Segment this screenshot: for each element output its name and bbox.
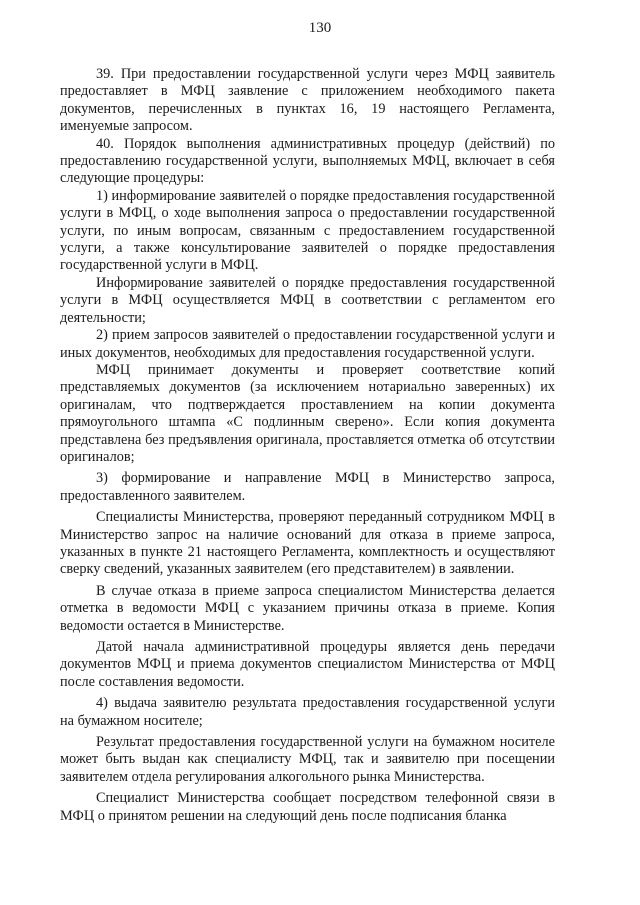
page-number: 130 [308, 20, 332, 36]
procedure-1: 1) информирование заявителей о порядке предоставления государственной услуги в МФЦ, о ходе выполнения запроса о предоставлении государственной услуги, по иным вопросам, связанным с предоставлением государственной услуги, а также консультирование заявителей о порядке предоставления государственной услуги в МФЦ. [60, 187, 555, 274]
paragraph-40: 40. Порядок выполнения административных процедур (действий) по предоставлению государственной услуги, выполняемых МФЦ, включает в себя следующие процедуры: [60, 135, 555, 187]
procedure-3-refusal: В случае отказа в приеме запроса специалистом Министерства делается отметка в ведомости МФЦ с указанием причины отказа в приеме. Копия ведомости остается в Министерстве. [60, 582, 555, 634]
procedure-4-notification: Специалист Министерства сообщает посредством телефонной связи в МФЦ о принятом решении на следующий день после подписания бланка [60, 790, 555, 824]
procedure-3-check: Специалисты Министерства, проверяют переданный сотрудником МФЦ в Министерство запрос на наличие оснований для отказа в приеме запроса, указанных в пункте 21 настоящего Регламента, комплектность и осуществляют сверку сведений, указанных заявителем (его представителем) в заявлении. [60, 509, 555, 578]
procedure-2-details: МФЦ принимает документы и проверяет соответствие копий представляемых документов (за исключением нотариально заверенных) их оригиналам, что подтверждается проставлением на копии документа прямоугольного штампа «С подлинным сверено». Если копия документа представлена без предъявления оригинала, проставляется отметка об отсутствии оригиналов; [60, 361, 555, 465]
paragraph-39: 39. При предоставлении государственной услуги через МФЦ заявитель предоставляет в МФЦ заявление с приложением необходимого пакета документов, перечисленных в пунктах 16, 19 настоящего Регламента, именуемые запросом. [60, 66, 555, 135]
procedure-4: 4) выдача заявителю результата предоставления государственной услуги на бумажном носителе; [60, 695, 555, 729]
procedure-4-result: Результат предоставления государственной услуги на бумажном носителе может быть выдан как специалисту МФЦ, так и заявителю при посещении заявителем отдела регулирования алкогольного рынка Министерства. [60, 734, 555, 785]
procedure-3-start-date: Датой начала административной процедуры является день передачи документов МФЦ и приема документов специалистом Министерства от МФЦ после составления ведомости. [60, 639, 555, 690]
procedure-3: 3) формирование и направление МФЦ в Министерство запроса, предоставленного заявителем. [60, 470, 555, 504]
document-body [60, 66, 555, 825]
procedure-2: 2) прием запросов заявителей о предоставлении государственной услуги и иных документов, необходимых для предоставления государственной услуги. [60, 327, 555, 361]
procedure-1-info: Информирование заявителей о порядке предоставления государственной услуги в МФЦ осуществляется МФЦ в соответствии с регламентом его деятельности; [60, 274, 555, 326]
